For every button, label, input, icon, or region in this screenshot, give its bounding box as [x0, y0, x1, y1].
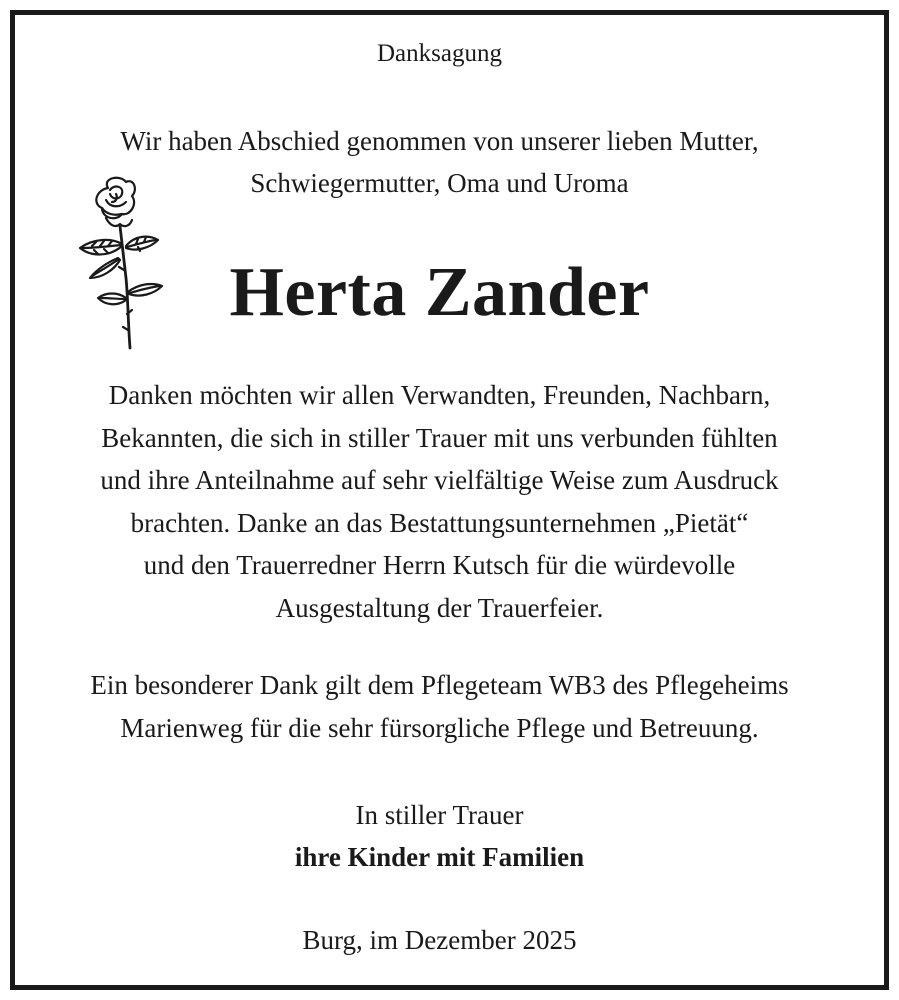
deceased-name: Herta Zander — [229, 254, 650, 331]
paragraph-line: Marienweg für die sehr fürsorgliche Pflege und Betreuung. — [120, 712, 759, 743]
signature-line: In stiller Trauer — [355, 800, 524, 830]
notice-heading: Danksagung — [377, 40, 502, 67]
intro-line: Schwiegermutter, Oma und Uroma — [250, 168, 629, 198]
paragraph-line: Danken möchten wir allen Verwandten, Freunden, Nachbarn, — [108, 380, 771, 410]
paragraph-line: Bekannten, die sich in stiller Trauer mit uns verbunden fühlten — [101, 422, 778, 453]
special-thanks-paragraph — [0, 664, 879, 749]
thanks-paragraph — [0, 374, 879, 629]
paragraph-line: Ausgestaltung der Trauerfeier. — [275, 592, 604, 623]
signature-names: ihre Kinder mit Familien — [294, 842, 585, 872]
paragraph-line: und den Trauerredner Herrn Kutsch für die würdevolle — [143, 550, 736, 580]
signature — [0, 794, 879, 878]
intro-line: Wir haben Abschied genommen von unserer lieben Mutter, — [120, 126, 759, 156]
place-date: Burg, im Dezember 2025 — [302, 925, 577, 955]
paragraph-line: und ihre Anteilnahme auf sehr vielfältige Weise zum Ausdruck — [100, 465, 779, 495]
paragraph-line: brachten. Danke an das Bestattungsunternehmen „Pietät“ — [130, 507, 749, 538]
paragraph-line: Ein besonderer Dank gilt dem Pflegeteam WB3 des Pflegeheims — [90, 670, 789, 700]
